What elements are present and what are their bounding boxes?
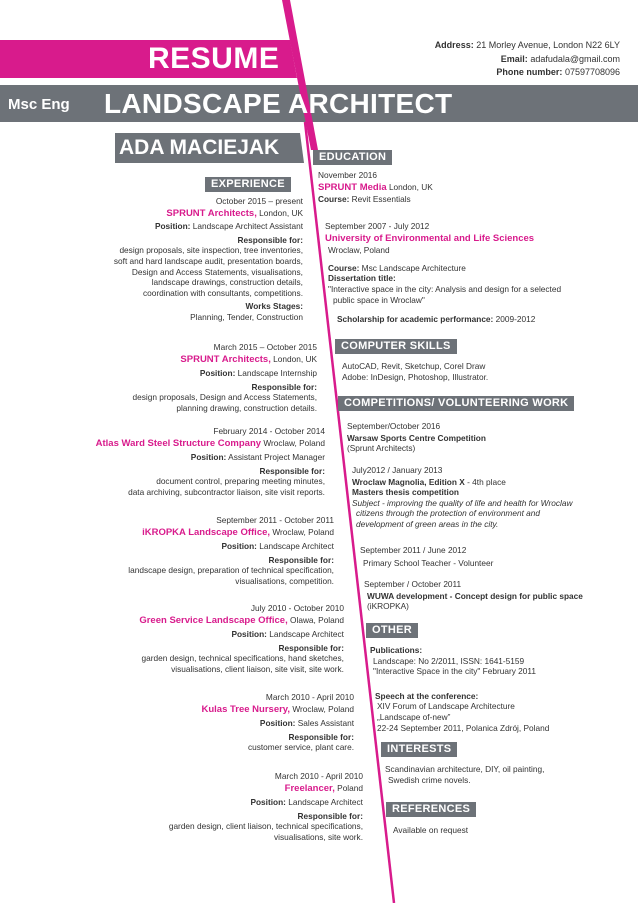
education-item-2: September 2007 - July 2012 University of Environmental and Life Sciences Wroclaw, Poland Course: Msc Landscape Architecture Dissertation title: "Interactive space in the city: Analysis and design for a selected public space in Wroclaw" Scholarship for academic performance: 2009-2012 bbox=[325, 221, 562, 325]
competition-item-3: September 2011 / June 2012 Primary School Teacher - Volunteer bbox=[360, 545, 494, 568]
experience-item-5: July 2010 - October 2010 Green Service Landscape Office, Olawa, Poland Position: Landscape Architect Responsible for: garden design, technical specifications, hand sketches, visualisations, client liaison, site visit, site work. bbox=[139, 603, 344, 674]
resume-title: RESUME bbox=[148, 42, 280, 75]
experience-item-7: March 2010 - April 2010 Freelancer, Poland Position: Landscape Architect Responsible for: garden design, client liaison, technical specifications, visualisations, site work. bbox=[168, 771, 363, 842]
profession-title: LANDSCAPE ARCHITECT bbox=[104, 88, 453, 119]
competition-item-1: September/October 2016 Warsaw Sports Centre Competition (Sprunt Architects) bbox=[347, 421, 486, 454]
competitions-heading: COMPETITIONS/ VOLUNTEERING WORK bbox=[338, 396, 574, 411]
education-heading: EDUCATION bbox=[313, 150, 392, 165]
computer-skills-heading: COMPUTER SKILLS bbox=[335, 339, 457, 354]
contact-email: Email: adafudala@gmail.com bbox=[500, 53, 620, 64]
references-heading: REFERENCES bbox=[386, 802, 476, 817]
other-heading: OTHER bbox=[366, 623, 418, 638]
other-block: Publications: Landscape: No 2/2011, ISSN: 1641-5159 "Interactive Space in the city" February 2011 Speech at the conference: XIV Forum of Landscape Architecture „Landscape of-new” 22-24 September 2011, Polanica Zdrój, Poland bbox=[370, 645, 550, 733]
experience-item-3: February 2014 - October 2014 Atlas Ward Steel Structure Company Wroclaw, Poland Position: Assistant Project Manager Responsible for: document control, preparing meeting minutes, data archiving, subcontractor liaison, site visit reports. bbox=[95, 426, 325, 497]
contact-block bbox=[435, 39, 620, 80]
experience-item-6: March 2010 - April 2010 Kulas Tree Nursery, Wroclaw, Poland Position: Sales Assistant Responsible for: customer service, plant care. bbox=[201, 692, 354, 753]
education-item-1: November 2016 SPRUNT Media London, UK Course: Revit Essentials bbox=[318, 170, 433, 205]
experience-item-1: October 2015 – present SPRUNT Architects, London, UK Position: Landscape Architect Assistant Responsible for: design proposals, site inspection, tree inventories, soft and hard landscape audit, presentation boards, Design and Access Statements, visualisations, landscape drawings, construction details, coordination with consultants, competitions. Works Stages: Planning, Tender, Construction bbox=[113, 196, 303, 322]
interests-list: Scandinavian architecture, DIY, oil painting, Swedish crime novels. bbox=[385, 764, 545, 785]
competition-item-2: July2012 / January 2013 Wroclaw Magnolia, Edition X - 4th place Masters thesis competition Subject - improving the quality of life and health for Wroclaw citizens through the protection of environment and development of green areas in the city. bbox=[352, 465, 573, 529]
computer-skills-list: AutoCAD, Revit, Sketchup, Corel Draw Adobe: InDesign, Photoshop, Illustrator. bbox=[342, 361, 489, 382]
experience-item-4: September 2011 - October 2011 iKROPKA Landscape Office, Wroclaw, Poland Position: Landscape Architect Responsible for: landscape design, preparation of technical specification, visualisations, competition. bbox=[128, 515, 334, 586]
candidate-name: ADA MACIEJAK bbox=[119, 136, 280, 159]
contact-phone: Phone number: 07597708096 bbox=[496, 67, 620, 77]
competition-item-4: September / October 2011 WUWA development - Concept design for public space (iKROPKA) bbox=[364, 579, 583, 612]
degree-label: Msc Eng bbox=[8, 96, 70, 113]
interests-heading: INTERESTS bbox=[381, 742, 457, 757]
contact-address: Address: 21 Morley Avenue, London N22 6LY bbox=[434, 40, 620, 50]
experience-heading: EXPERIENCE bbox=[205, 177, 291, 192]
references-text: Available on request bbox=[393, 825, 469, 835]
experience-item-2: March 2015 – October 2015 SPRUNT Architects, London, UK Position: Landscape Internship Responsible for: design proposals, Design and Access Statements, planning drawing, construction details. bbox=[132, 342, 317, 413]
